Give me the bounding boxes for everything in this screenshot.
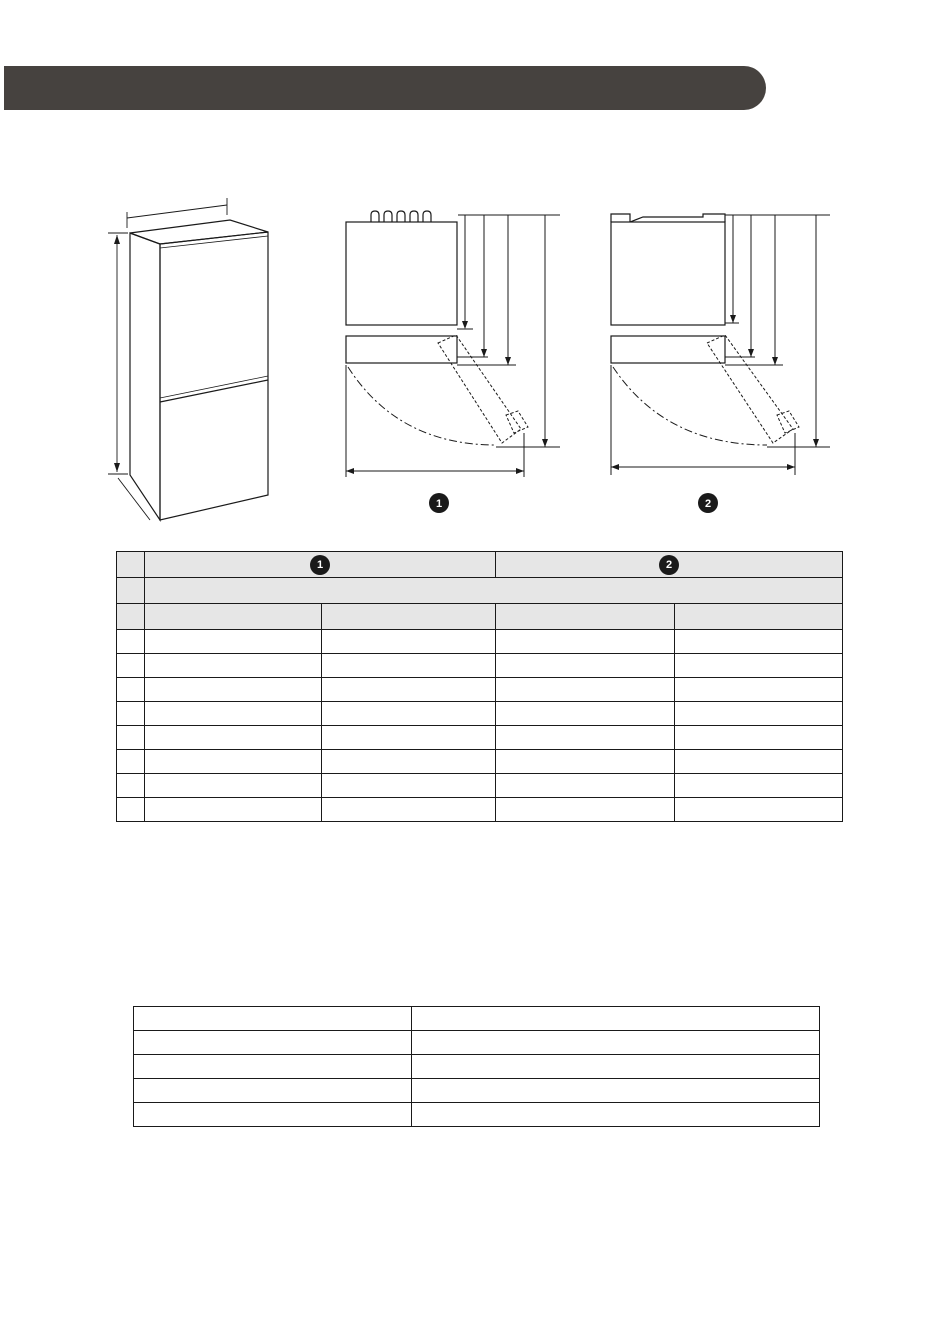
table-cell bbox=[117, 678, 145, 702]
table-cell bbox=[412, 1007, 820, 1031]
table-row bbox=[117, 726, 843, 750]
table-cell bbox=[145, 654, 322, 678]
door-swing-diagram-variant-1 bbox=[338, 205, 568, 520]
table-cell bbox=[496, 798, 675, 822]
variant-2-header bbox=[496, 552, 843, 578]
table-cell bbox=[675, 630, 843, 654]
table-cell bbox=[117, 726, 145, 750]
table-cell bbox=[145, 604, 322, 630]
table-cell bbox=[117, 774, 145, 798]
table-cell bbox=[145, 726, 322, 750]
table-subheader-row bbox=[117, 578, 843, 604]
table-row bbox=[134, 1079, 820, 1103]
table-cell bbox=[322, 702, 496, 726]
table-cell bbox=[322, 630, 496, 654]
table-cell bbox=[322, 798, 496, 822]
table-cell bbox=[322, 726, 496, 750]
table-cell bbox=[117, 798, 145, 822]
table-cell bbox=[496, 726, 675, 750]
table-cell bbox=[134, 1079, 412, 1103]
table-cell bbox=[675, 750, 843, 774]
table-cell bbox=[134, 1055, 412, 1079]
weight-table bbox=[133, 1006, 820, 1127]
variant-1-badge bbox=[429, 493, 449, 513]
table-cell bbox=[117, 654, 145, 678]
table-cell bbox=[675, 726, 843, 750]
table-cell bbox=[412, 1079, 820, 1103]
table-cell bbox=[412, 1055, 820, 1079]
table-row bbox=[117, 750, 843, 774]
table-cell bbox=[117, 630, 145, 654]
table-row bbox=[134, 1055, 820, 1079]
table-cell bbox=[322, 654, 496, 678]
fridge-perspective-drawing bbox=[100, 190, 290, 535]
table-row bbox=[117, 630, 843, 654]
table-cell bbox=[322, 678, 496, 702]
table-row bbox=[117, 774, 843, 798]
table-row bbox=[117, 798, 843, 822]
table-cell bbox=[134, 1103, 412, 1127]
svg-text:1: 1 bbox=[435, 498, 443, 510]
table-cell bbox=[145, 578, 843, 604]
table-cell bbox=[322, 774, 496, 798]
table-row bbox=[117, 702, 843, 726]
table-cell bbox=[496, 678, 675, 702]
table-cell bbox=[675, 702, 843, 726]
table-cell bbox=[117, 604, 145, 630]
table-cell bbox=[412, 1103, 820, 1127]
table-cell bbox=[117, 578, 145, 604]
table-cell bbox=[145, 678, 322, 702]
table-cell bbox=[412, 1031, 820, 1055]
table-cell bbox=[117, 702, 145, 726]
section-header-bar bbox=[4, 66, 766, 110]
door-swing-diagram-variant-2 bbox=[605, 205, 840, 520]
table-cell bbox=[496, 774, 675, 798]
table-cell bbox=[145, 798, 322, 822]
table-cell bbox=[145, 750, 322, 774]
table-row bbox=[134, 1103, 820, 1127]
table-cell bbox=[322, 604, 496, 630]
table-cell bbox=[145, 630, 322, 654]
table-cell bbox=[675, 604, 843, 630]
table-cell bbox=[496, 750, 675, 774]
table-cell bbox=[675, 798, 843, 822]
table-cell bbox=[117, 552, 145, 578]
table-cell bbox=[496, 604, 675, 630]
table-row bbox=[134, 1031, 820, 1055]
table-cell bbox=[134, 1031, 412, 1055]
table-cell bbox=[675, 678, 843, 702]
table-row bbox=[117, 654, 843, 678]
table-header-row bbox=[117, 552, 843, 578]
variant-1-badge: 1 bbox=[310, 555, 330, 575]
table-cell bbox=[117, 750, 145, 774]
table-cell bbox=[496, 630, 675, 654]
table-row bbox=[117, 678, 843, 702]
table-cell bbox=[496, 654, 675, 678]
table-row bbox=[134, 1007, 820, 1031]
table-cell bbox=[675, 654, 843, 678]
dimension-spec-table bbox=[116, 551, 843, 822]
variant-2-badge bbox=[698, 493, 718, 513]
table-cell bbox=[145, 774, 322, 798]
table-cell bbox=[322, 750, 496, 774]
variant-2-badge: 2 bbox=[659, 555, 679, 575]
table-column-header-row bbox=[117, 604, 843, 630]
table-cell bbox=[675, 774, 843, 798]
variant-1-header bbox=[145, 552, 496, 578]
table-cell bbox=[145, 702, 322, 726]
svg-text:2: 2 bbox=[704, 498, 712, 510]
table-cell bbox=[496, 702, 675, 726]
table-cell bbox=[134, 1007, 412, 1031]
